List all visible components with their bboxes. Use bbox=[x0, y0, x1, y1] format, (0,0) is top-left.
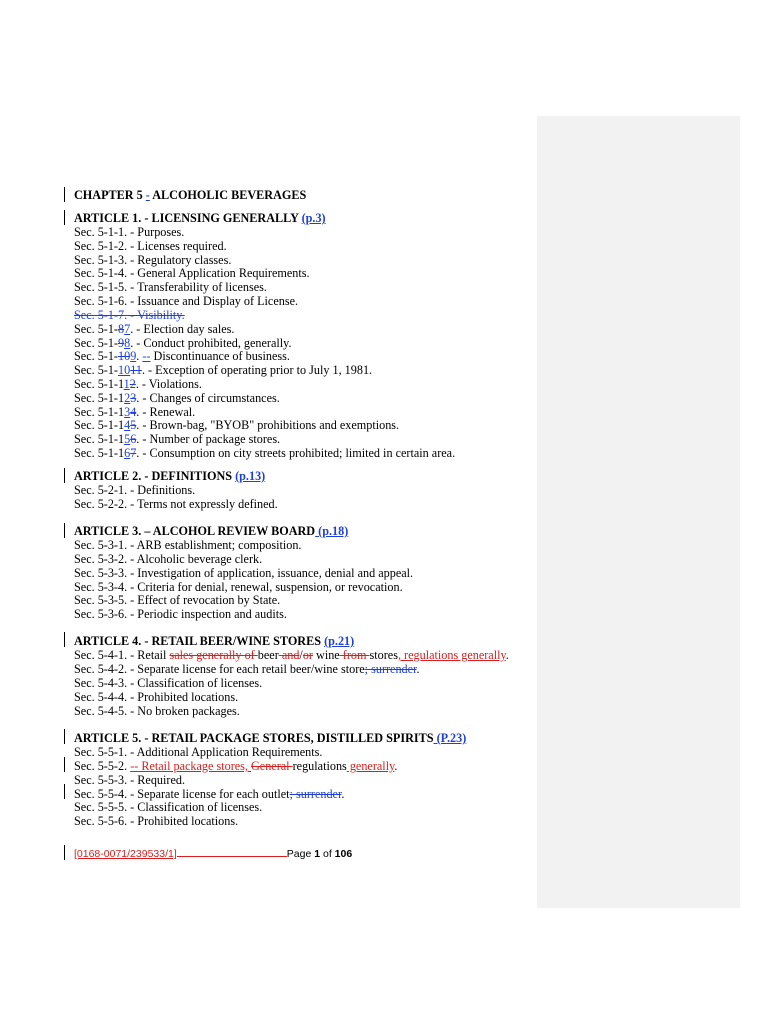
page-of-label: of bbox=[320, 848, 335, 860]
section-entry: Sec. 5-5-2. -- Retail package stores, General regulations generally. bbox=[74, 759, 398, 773]
section-entry: Sec. 5-3-3. - Investigation of application, issuance, denial and appeal. bbox=[74, 566, 414, 580]
chapter-title: CHAPTER 5 - ALCOHOLIC BEVERAGES bbox=[74, 188, 307, 202]
section-entry: Sec. 5-1-167. - Consumption on city streets prohibited; limited in certain area. bbox=[74, 446, 456, 460]
section-entry: Sec. 5-1-2. - Licenses required. bbox=[74, 239, 227, 253]
section-entry: Sec. 5-1-4. - General Application Requirements. bbox=[74, 266, 310, 280]
section-entry-deleted: Sec. 5-1-7. - Visibility. bbox=[74, 308, 185, 322]
article-4-heading: ARTICLE 4. - RETAIL BEER/WINE STORES (p.21) bbox=[74, 634, 355, 648]
change-bar bbox=[64, 468, 65, 483]
footer-underline bbox=[177, 847, 287, 857]
section-entry: Sec. 5-1-3. - Regulatory classes. bbox=[74, 253, 232, 267]
section-entry: Sec. 5-2-1. - Definitions. bbox=[74, 483, 196, 497]
section-entry: Sec. 5-3-2. - Alcoholic beverage clerk. bbox=[74, 552, 263, 566]
section-entry: Sec. 5-5-1. - Additional Application Requirements. bbox=[74, 745, 323, 759]
section-entry: Sec. 5-4-5. - No broken packages. bbox=[74, 704, 240, 718]
article-4-page-link[interactable]: (p.21) bbox=[324, 634, 355, 648]
section-entry: Sec. 5-5-5. - Classification of licenses. bbox=[74, 800, 263, 814]
section-entry: Sec. 5-2-2. - Terms not expressly defined. bbox=[74, 497, 278, 511]
section-entry: Sec. 5-1-145. - Brown-bag, "BYOB" prohibitions and exemptions. bbox=[74, 418, 400, 432]
section-entry: Sec. 5-1-87. - Election day sales. bbox=[74, 322, 235, 336]
article-3-heading: ARTICLE 3. – ALCOHOL REVIEW BOARD (p.18) bbox=[74, 524, 349, 538]
section-entry: Sec. 5-1-134. - Renewal. bbox=[74, 405, 196, 419]
section-entry: Sec. 5-1-156. - Number of package stores. bbox=[74, 432, 281, 446]
article-1-heading: ARTICLE 1. - LICENSING GENERALLY (p.3) bbox=[74, 211, 326, 225]
section-entry: Sec. 5-1-109. -- Discontinuance of business. bbox=[74, 349, 290, 363]
section-entry: Sec. 5-4-3. - Classification of licenses. bbox=[74, 676, 263, 690]
change-bar bbox=[64, 523, 65, 538]
section-entry: Sec. 5-5-3. - Required. bbox=[74, 773, 186, 787]
section-entry: Sec. 5-1-1. - Purposes. bbox=[74, 225, 185, 239]
section-entry: Sec. 5-3-4. - Criteria for denial, renewal, suspension, or revocation. bbox=[74, 580, 403, 594]
change-bar bbox=[64, 187, 65, 202]
article-5-page-link[interactable]: (P.23) bbox=[433, 731, 467, 745]
article-2-heading: ARTICLE 2. - DEFINITIONS (p.13) bbox=[74, 469, 266, 483]
section-entry: Sec. 5-5-6. - Prohibited locations. bbox=[74, 814, 239, 828]
section-entry: Sec. 5-4-4. - Prohibited locations. bbox=[74, 690, 239, 704]
document-code: [0168-0071/239533/1] bbox=[74, 848, 177, 860]
section-entry: Sec. 5-1-112. - Violations. bbox=[74, 377, 202, 391]
change-bar bbox=[64, 784, 65, 799]
page-label: Page bbox=[286, 848, 315, 860]
section-entry: Sec. 5-1-98. - Conduct prohibited, generally. bbox=[74, 336, 292, 350]
section-entry: Sec. 5-1-6. - Issuance and Display of License. bbox=[74, 294, 299, 308]
section-entry: Sec. 5-4-2. - Separate license for each retail beer/wine store; surrender. bbox=[74, 662, 420, 676]
article-5-heading: ARTICLE 5. - RETAIL PACKAGE STORES, DISTILLED SPIRITS (P.23) bbox=[74, 731, 467, 745]
change-bar bbox=[64, 729, 65, 744]
article-1-page-link[interactable]: (p.3) bbox=[301, 211, 326, 225]
section-entry: Sec. 5-3-6. - Periodic inspection and audits. bbox=[74, 607, 287, 621]
change-bar bbox=[64, 210, 65, 225]
change-bar bbox=[64, 757, 65, 772]
section-entry: Sec. 5-3-5. - Effect of revocation by State. bbox=[74, 593, 281, 607]
article-2-page-link[interactable]: (p.13) bbox=[235, 469, 266, 483]
section-entry: Sec. 5-1-1011. - Exception of operating prior to July 1, 1981. bbox=[74, 363, 373, 377]
page-footer bbox=[74, 847, 352, 860]
section-entry: Sec. 5-4-1. - Retail sales generally of beer and/or wine from stores, regulations generally. bbox=[74, 648, 509, 662]
section-entry: Sec. 5-5-4. - Separate license for each outlet; surrender. bbox=[74, 787, 345, 801]
change-bar bbox=[64, 845, 65, 860]
change-bar bbox=[64, 632, 65, 647]
comment-pane bbox=[537, 116, 740, 908]
page-number: 1 bbox=[314, 848, 321, 860]
section-entry: Sec. 5-1-123. - Changes of circumstances. bbox=[74, 391, 280, 405]
section-entry: Sec. 5-3-1. - ARB establishment; composition. bbox=[74, 538, 302, 552]
section-entry: Sec. 5-1-5. - Transferability of licenses. bbox=[74, 280, 267, 294]
article-3-page-link[interactable]: (p.18) bbox=[315, 524, 349, 538]
page-total: 106 bbox=[334, 848, 353, 860]
